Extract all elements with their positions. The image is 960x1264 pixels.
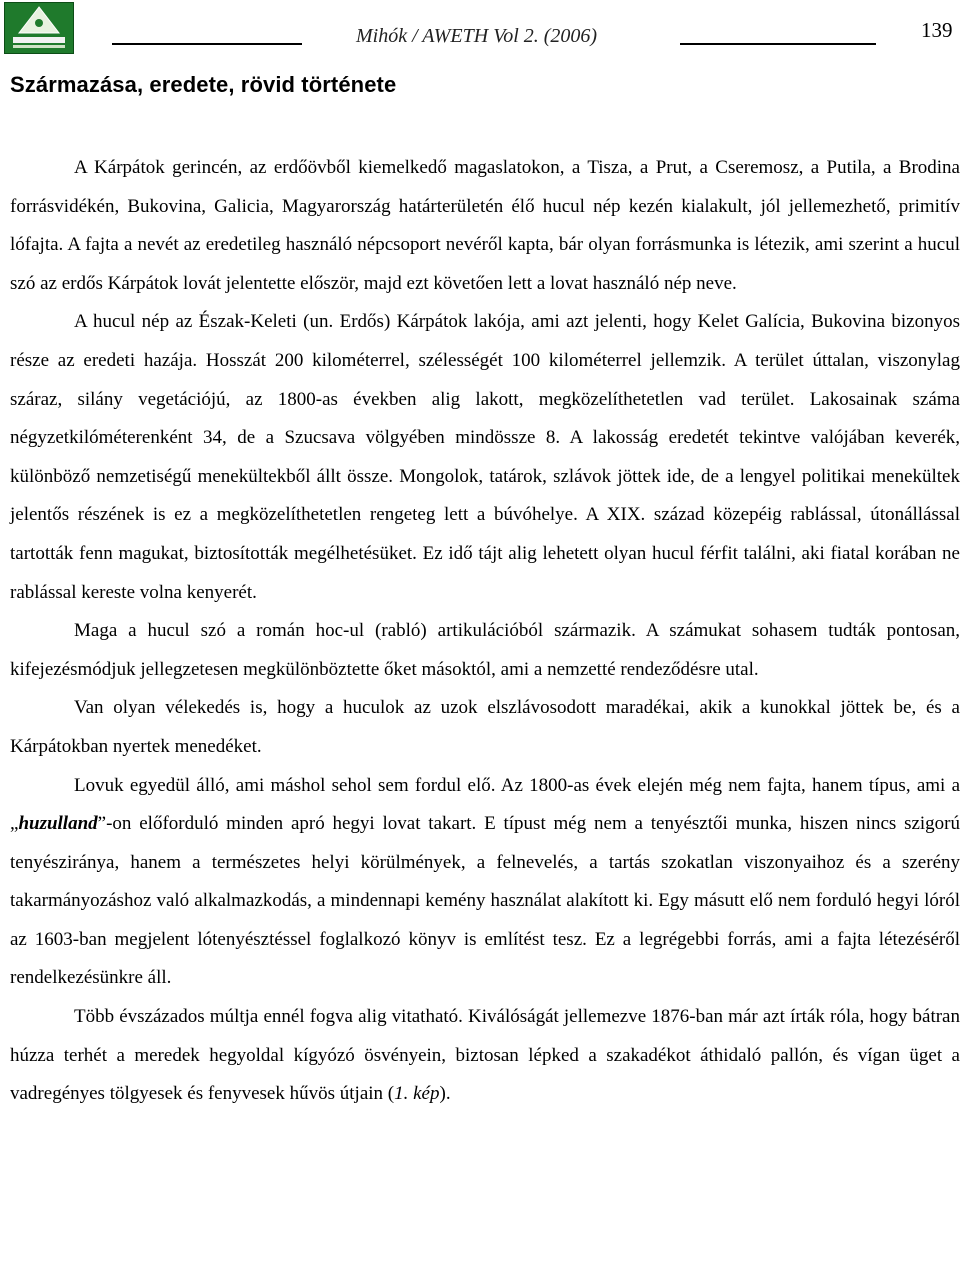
page-header <box>0 0 960 60</box>
section-title: Származása, eredete, rövid története <box>10 72 397 97</box>
figure-reference: 1. kép <box>394 1083 440 1105</box>
paragraph-5-start: Lovuk egyedül álló, ami máshol sehol sem fordul elő. Az 1800-as évek elején még nem fajta, hanem típus, ami a „ <box>10 774 960 835</box>
logo-graphic <box>5 3 73 53</box>
page-number: 139 <box>921 18 953 42</box>
paragraph-6 <box>10 998 960 1114</box>
paragraph-2: A hucul nép az Észak-Keleti (un. Erdős) Kárpátok lakója, ami azt jelenti, hogy Kelet Galícia, Bukovina bizonyos része az eredeti hazája. Hosszát 200 kilométerrel, szélességét 100 kilométerrel jellemzik. A terület úttalan, viszonylag száraz, silány vegetációjú, az 1800-as években alig lakott, megközelíthetetlen vad terület. Lakosainak száma négyzetkilóméterenként 34, de a Szucsava völgyében mindössze 8. A lakosság eredetét tekintve valójában keverék, különböző nemzetiségű menekültekből állt össze. Mongolok, tatárok, szlávok jöttek ide, de a lengyel politikai menekültek jelentős részének is ez a megközelíthetetlen rengeteg lett a búvóhelye. A XIX. század közepéig rablással, útonállással tartották fenn magukat, biztosították megélhetésüket. Ez idő tájt alig lehetett olyan hucul férfit találni, aki fiatal korában ne rablással kereste volna kenyerét. <box>10 311 960 603</box>
paragraph-6-start: Több évszázados múltja ennél fogva alig vitatható. Kiválóságát jellemezve 1876-ban már azt írták róla, hogy bátran húzza terhét a meredek hegyoldal kígyózó ösvényein, biztosan lépked a szakadékot áthidaló pallón, és vígan üget a vadregényes tölgyesek és fenyvesek hűvös útjain ( <box>10 1006 960 1105</box>
huzulland-term: huzulland <box>18 813 98 835</box>
running-head: Mihók / AWETH Vol 2. (2006) <box>356 25 598 47</box>
article-body <box>10 149 960 1114</box>
paragraph-3: Maga a hucul szó a román hoc-ul (rabló) artikulációból származik. A számukat sohasem tudták pontosan, kifejezésmódjuk jellegzetesen megkülönböztette őket másoktól, ami a nemzetté rendeződésre utal. <box>10 620 960 680</box>
journal-logo <box>4 2 74 54</box>
paragraph-6-end: ). <box>439 1083 451 1105</box>
header-rule-left <box>112 43 302 45</box>
header-rule-right <box>680 43 876 45</box>
paragraph-5-end: ”-on előforduló minden apró hegyi lovat takart. E típust még nem a tenyésztői munka, hiszen nincs szigorú tenyésziránya, hanem a természetes helyi körülmények, a felnevelés, a tartás szokatlan viszonyaihoz és a szerény takarmányozáshoz való alkalmazkodás, a mindennapi kemény használat alakított ki. Egy másutt elő nem forduló hegyi lóról az 1603-ban megjelent lótenyésztéssel foglalkozó könyv is említést tesz. Ez a legrégebbi forrás, ami a fajta létezéséről rendelkezésünkre áll. <box>10 813 960 989</box>
paragraph-4: Van olyan vélekedés is, hogy a huculok az uzok elszlávosodott maradékai, akik a kunokkal jöttek be, és a Kárpátokban nyertek menedéket. <box>10 697 960 757</box>
paragraph-1: A Kárpátok gerincén, az erdőövből kiemelkedő magaslatokon, a Tisza, a Prut, a Cseremosz, a Putila, a Brodina forrásvidékén, Bukovina, Galicia, Magyarország határterületén élő hucul nép kezén kialakult, jól jellemezhető, primitív lófajta. A fajta a nevét az eredetileg használó népcsoport nevéről kapta, bár olyan forrásmunka is létezik, ami szerint a hucul szó az erdős Kárpátok lovát jelentette először, majd ezt követően lett a lovat használó nép neve. <box>10 157 960 294</box>
paragraph-5 <box>10 767 960 999</box>
